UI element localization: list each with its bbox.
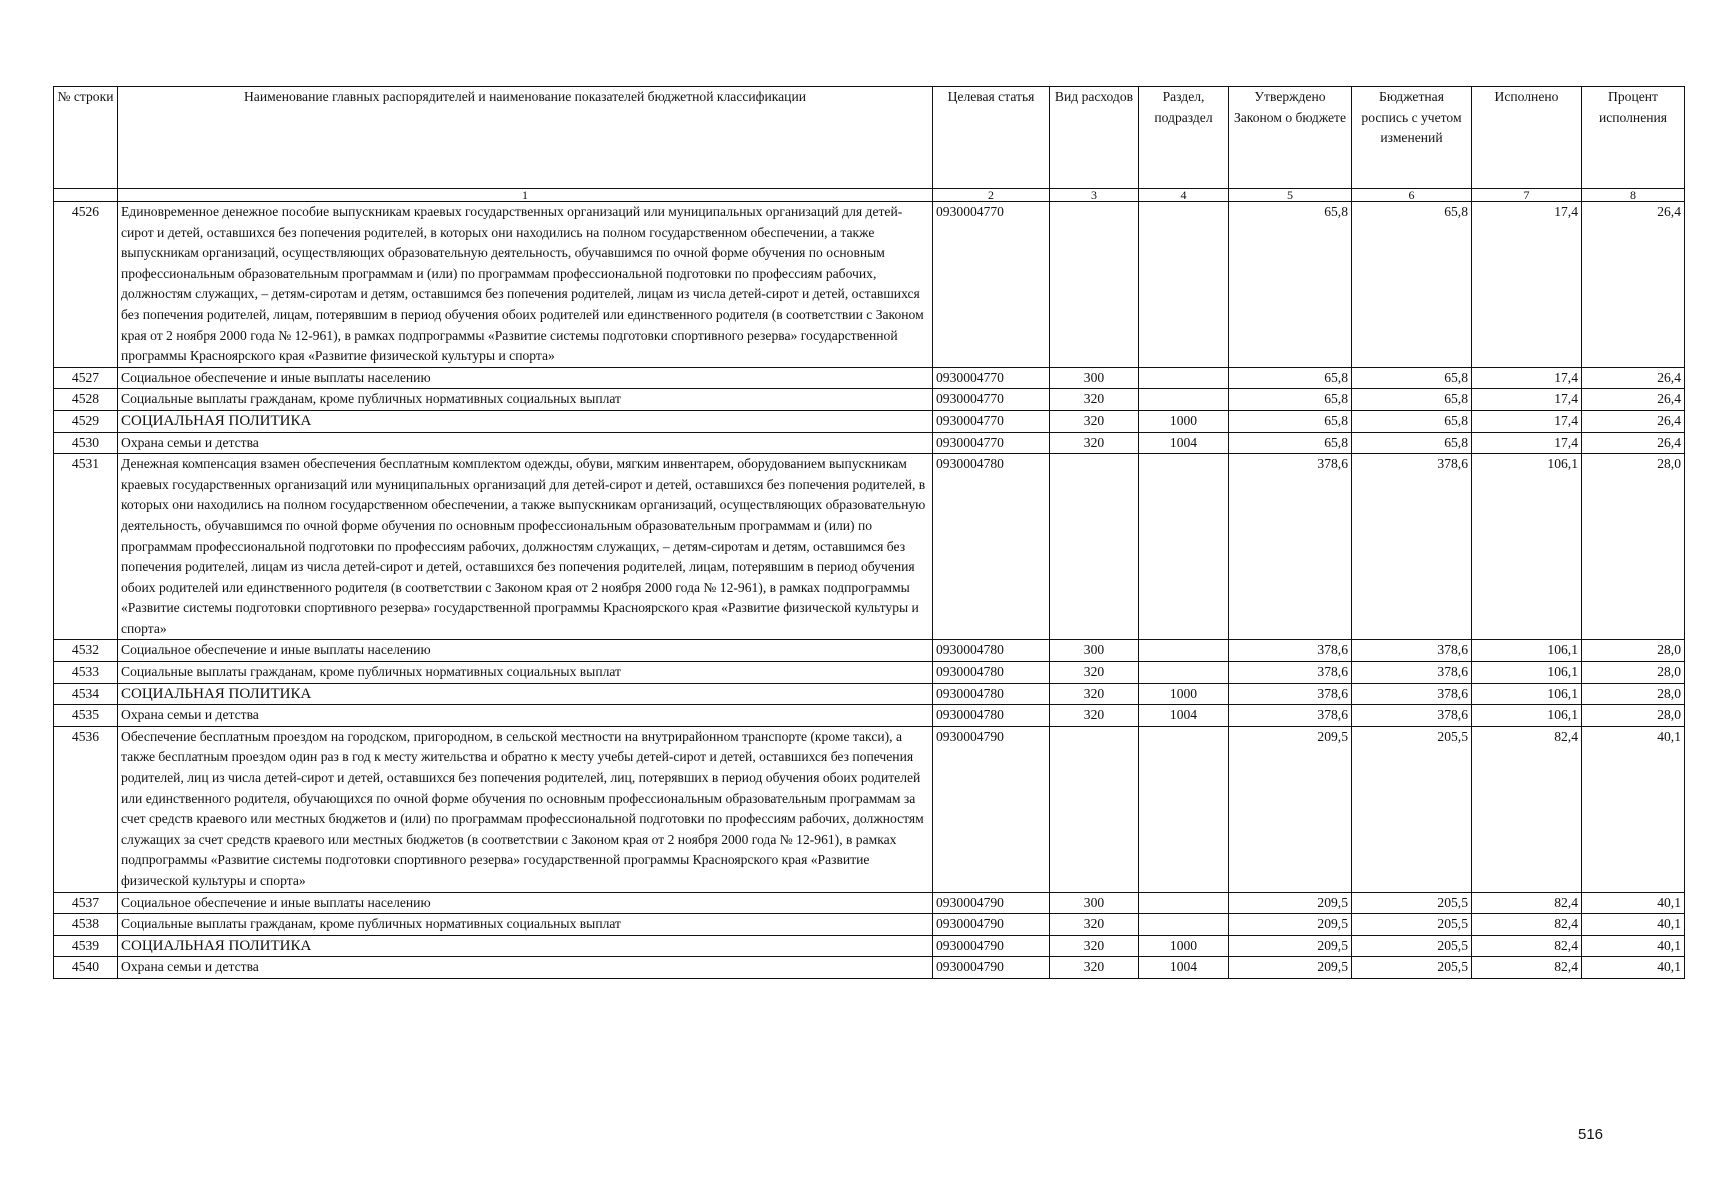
row-number-cell: 4537: [54, 892, 118, 914]
row-number-cell: 4526: [54, 202, 118, 368]
target-article-cell: 0930004770: [933, 410, 1050, 432]
executed-amount-cell: 106,1: [1472, 705, 1582, 727]
table-row: [54, 726, 1685, 892]
row-number-cell: 4535: [54, 705, 118, 727]
percent-cell: 26,4: [1582, 389, 1685, 411]
section-cell: [1139, 640, 1229, 662]
header-row-number: № строки: [54, 87, 118, 189]
schedule-amount-cell: 65,8: [1352, 410, 1472, 432]
expense-type-cell: 300: [1050, 367, 1139, 389]
table-row: [54, 914, 1685, 936]
row-name-cell: Единовременное денежное пособие выпускникам краевых государственных организаций или муниципальных организаций для детей-сирот и детей, оставшихся без попечения родителей, в которых они находились на полном государственном обеспечении, а также выпускникам организаций, осуществляющих образовательную деятельность, обучавшимся по очной форме обучения по основным профессиональным образовательным программам и (или) по программам профессиональной подготовки по профессиям рабочих, должностям служащих, – детям-сиротам и детям, оставшимся без попечения родителей, лицам из числа детей-сирот и детей, оставшихся без попечения родителей, лицам, потерявшим в период обучения обоих родителей или единственного родителя (в соответствии с Законом края от 2 ноября 2000 года № 12-961), в рамках подпрограммы «Развитие системы подготовки спортивного резерва» государственной программы Красноярского края «Развитие физической культуры и спорта»: [118, 202, 933, 368]
executed-amount-cell: 106,1: [1472, 640, 1582, 662]
table-row: [54, 705, 1685, 727]
row-number-cell: 4533: [54, 662, 118, 684]
percent-cell: 26,4: [1582, 367, 1685, 389]
percent-cell: 28,0: [1582, 705, 1685, 727]
executed-amount-cell: 82,4: [1472, 914, 1582, 936]
percent-cell: 28,0: [1582, 640, 1685, 662]
executed-amount-cell: 82,4: [1472, 957, 1582, 979]
expense-type-cell: 320: [1050, 410, 1139, 432]
executed-amount-cell: 106,1: [1472, 662, 1582, 684]
row-name-cell: Социальные выплаты гражданам, кроме публичных нормативных социальных выплат: [118, 914, 933, 936]
expense-type-cell: [1050, 454, 1139, 640]
table-body: [54, 202, 1685, 979]
row-name-cell: Социальное обеспечение и иные выплаты населению: [118, 367, 933, 389]
row-number-cell: 4534: [54, 683, 118, 705]
page-number: 516: [1578, 1126, 1604, 1143]
table-row: [54, 389, 1685, 411]
schedule-amount-cell: 205,5: [1352, 957, 1472, 979]
executed-amount-cell: 17,4: [1472, 389, 1582, 411]
approved-amount-cell: 209,5: [1229, 892, 1352, 914]
section-cell: 1004: [1139, 705, 1229, 727]
column-number: 2: [933, 189, 1050, 202]
approved-amount-cell: 65,8: [1229, 202, 1352, 368]
row-number-cell: 4528: [54, 389, 118, 411]
schedule-amount-cell: 65,8: [1352, 367, 1472, 389]
header-target-article: Целевая статья: [933, 87, 1050, 189]
target-article-cell: 0930004790: [933, 914, 1050, 936]
expense-type-cell: [1050, 726, 1139, 892]
row-name-cell: Охрана семьи и детства: [118, 432, 933, 454]
header-row: [54, 87, 1685, 189]
expense-type-cell: 300: [1050, 640, 1139, 662]
target-article-cell: 0930004780: [933, 705, 1050, 727]
executed-amount-cell: 82,4: [1472, 935, 1582, 957]
approved-amount-cell: 65,8: [1229, 389, 1352, 411]
row-name-cell: Охрана семьи и детства: [118, 957, 933, 979]
expense-type-cell: 320: [1050, 389, 1139, 411]
header-percent: Процент исполнения: [1582, 87, 1685, 189]
section-cell: [1139, 662, 1229, 684]
executed-amount-cell: 17,4: [1472, 202, 1582, 368]
approved-amount-cell: 378,6: [1229, 705, 1352, 727]
row-number-cell: 4527: [54, 367, 118, 389]
header-executed: Исполнено: [1472, 87, 1582, 189]
schedule-amount-cell: 65,8: [1352, 389, 1472, 411]
row-name-cell: Социальные выплаты гражданам, кроме публичных нормативных социальных выплат: [118, 389, 933, 411]
section-cell: 1000: [1139, 683, 1229, 705]
expense-type-cell: 320: [1050, 432, 1139, 454]
executed-amount-cell: 82,4: [1472, 892, 1582, 914]
expense-type-cell: [1050, 202, 1139, 368]
header-name: Наименование главных распорядителей и наименование показателей бюджетной классификации: [118, 87, 933, 189]
schedule-amount-cell: 378,6: [1352, 683, 1472, 705]
row-number-cell: 4531: [54, 454, 118, 640]
row-name-cell: Охрана семьи и детства: [118, 705, 933, 727]
row-number-cell: 4529: [54, 410, 118, 432]
header-section: Раздел, подраздел: [1139, 87, 1229, 189]
target-article-cell: 0930004790: [933, 892, 1050, 914]
percent-cell: 26,4: [1582, 432, 1685, 454]
percent-cell: 26,4: [1582, 410, 1685, 432]
approved-amount-cell: 65,8: [1229, 432, 1352, 454]
row-number-cell: 4530: [54, 432, 118, 454]
target-article-cell: 0930004790: [933, 935, 1050, 957]
executed-amount-cell: 106,1: [1472, 454, 1582, 640]
target-article-cell: 0930004790: [933, 726, 1050, 892]
section-cell: [1139, 914, 1229, 936]
section-cell: 1000: [1139, 410, 1229, 432]
percent-cell: 28,0: [1582, 683, 1685, 705]
percent-cell: 40,1: [1582, 957, 1685, 979]
table-row: [54, 454, 1685, 640]
approved-amount-cell: 209,5: [1229, 935, 1352, 957]
schedule-amount-cell: 65,8: [1352, 202, 1472, 368]
target-article-cell: 0930004770: [933, 432, 1050, 454]
schedule-amount-cell: 378,6: [1352, 662, 1472, 684]
executed-amount-cell: 17,4: [1472, 410, 1582, 432]
schedule-amount-cell: 378,6: [1352, 640, 1472, 662]
row-name-cell: Социальное обеспечение и иные выплаты населению: [118, 892, 933, 914]
percent-cell: 40,1: [1582, 892, 1685, 914]
table-row: [54, 957, 1685, 979]
table-row: [54, 683, 1685, 705]
approved-amount-cell: 209,5: [1229, 957, 1352, 979]
expense-type-cell: 320: [1050, 914, 1139, 936]
column-number-row: [54, 189, 1685, 202]
target-article-cell: 0930004770: [933, 367, 1050, 389]
expense-type-cell: 320: [1050, 683, 1139, 705]
target-article-cell: 0930004770: [933, 389, 1050, 411]
table-row: [54, 662, 1685, 684]
column-number: 8: [1582, 189, 1685, 202]
section-cell: 1004: [1139, 432, 1229, 454]
schedule-amount-cell: 205,5: [1352, 892, 1472, 914]
approved-amount-cell: 209,5: [1229, 726, 1352, 892]
row-name-cell: Обеспечение бесплатным проездом на городском, пригородном, в сельской местности на внутрирайонном транспорте (кроме такси), а также бесплатным проездом один раз в год к месту жительства и обратно к месту учебы детей-сирот и детей, оставшихся без попечения родителей, лиц из числа детей-сирот и детей, оставшихся без попечения родителей, лиц, потерявших в период обучения обоих родителей или единственного родителя, обучающихся по очной форме обучения по основным профессиональным образовательным программам за счет средств краевого или местных бюджетов и (или) по программам профессиональной подготовки по профессиям рабочих, должностям служащих за счет средств краевого или местных бюджетов (в соответствии с Законом края от 2 ноября 2000 года № 12-961), в рамках подпрограммы «Развитие системы подготовки спортивного резерва» государственной программы Красноярского края «Развитие физической культуры и спорта»: [118, 726, 933, 892]
column-number: 3: [1050, 189, 1139, 202]
executed-amount-cell: 17,4: [1472, 432, 1582, 454]
table-row: [54, 935, 1685, 957]
column-number: 4: [1139, 189, 1229, 202]
percent-cell: 28,0: [1582, 454, 1685, 640]
header-approved: Утверждено Законом о бюджете: [1229, 87, 1352, 189]
row-number-cell: 4538: [54, 914, 118, 936]
row-number-cell: 4539: [54, 935, 118, 957]
schedule-amount-cell: 378,6: [1352, 705, 1472, 727]
approved-amount-cell: 378,6: [1229, 640, 1352, 662]
target-article-cell: 0930004790: [933, 957, 1050, 979]
header-expense-type: Вид расходов: [1050, 87, 1139, 189]
target-article-cell: 0930004770: [933, 202, 1050, 368]
row-name-cell: СОЦИАЛЬНАЯ ПОЛИТИКА: [118, 935, 933, 957]
schedule-amount-cell: 378,6: [1352, 454, 1472, 640]
schedule-amount-cell: 205,5: [1352, 935, 1472, 957]
column-number: 6: [1352, 189, 1472, 202]
budget-execution-table: [53, 86, 1685, 979]
row-name-cell: СОЦИАЛЬНАЯ ПОЛИТИКА: [118, 683, 933, 705]
column-number: 1: [118, 189, 933, 202]
column-number: 5: [1229, 189, 1352, 202]
row-name-cell: Социальные выплаты гражданам, кроме публичных нормативных социальных выплат: [118, 662, 933, 684]
approved-amount-cell: 209,5: [1229, 914, 1352, 936]
expense-type-cell: 320: [1050, 705, 1139, 727]
row-name-cell: СОЦИАЛЬНАЯ ПОЛИТИКА: [118, 410, 933, 432]
table-row: [54, 202, 1685, 368]
section-cell: [1139, 389, 1229, 411]
percent-cell: 26,4: [1582, 202, 1685, 368]
table-row: [54, 367, 1685, 389]
section-cell: 1000: [1139, 935, 1229, 957]
approved-amount-cell: 378,6: [1229, 683, 1352, 705]
expense-type-cell: 320: [1050, 935, 1139, 957]
section-cell: [1139, 367, 1229, 389]
approved-amount-cell: 65,8: [1229, 367, 1352, 389]
section-cell: [1139, 202, 1229, 368]
section-cell: [1139, 454, 1229, 640]
target-article-cell: 0930004780: [933, 454, 1050, 640]
percent-cell: 40,1: [1582, 726, 1685, 892]
executed-amount-cell: 106,1: [1472, 683, 1582, 705]
approved-amount-cell: 378,6: [1229, 662, 1352, 684]
expense-type-cell: 320: [1050, 662, 1139, 684]
section-cell: 1004: [1139, 957, 1229, 979]
executed-amount-cell: 17,4: [1472, 367, 1582, 389]
approved-amount-cell: 65,8: [1229, 410, 1352, 432]
table-row: [54, 410, 1685, 432]
approved-amount-cell: 378,6: [1229, 454, 1352, 640]
row-number-cell: 4536: [54, 726, 118, 892]
row-number-cell: 4532: [54, 640, 118, 662]
schedule-amount-cell: 65,8: [1352, 432, 1472, 454]
percent-cell: 40,1: [1582, 935, 1685, 957]
table-row: [54, 892, 1685, 914]
target-article-cell: 0930004780: [933, 662, 1050, 684]
target-article-cell: 0930004780: [933, 640, 1050, 662]
percent-cell: 28,0: [1582, 662, 1685, 684]
percent-cell: 40,1: [1582, 914, 1685, 936]
column-number: 7: [1472, 189, 1582, 202]
column-number-blank: [54, 189, 118, 202]
schedule-amount-cell: 205,5: [1352, 726, 1472, 892]
header-budget-schedule: Бюджетная роспись с учетом изменений: [1352, 87, 1472, 189]
row-name-cell: Социальное обеспечение и иные выплаты населению: [118, 640, 933, 662]
expense-type-cell: 320: [1050, 957, 1139, 979]
expense-type-cell: 300: [1050, 892, 1139, 914]
table-row: [54, 640, 1685, 662]
target-article-cell: 0930004780: [933, 683, 1050, 705]
schedule-amount-cell: 205,5: [1352, 914, 1472, 936]
section-cell: [1139, 892, 1229, 914]
executed-amount-cell: 82,4: [1472, 726, 1582, 892]
row-name-cell: Денежная компенсация взамен обеспечения бесплатным комплектом одежды, обуви, мягким инвентарем, оборудованием выпускникам краевых государственных организаций или муниципальных организаций для детей-сирот и детей, оставшихся без попечения родителей, в которых они находились на полном государственном обеспечении, а также выпускникам организаций, осуществляющих образовательную деятельность, обучавшимся по очной форме обучения по основным профессиональным образовательным программам и (или) по программам профессиональной подготовки по профессиям рабочих, должностям служащих, – детям-сиротам и детям, оставшимся без попечения родителей, лицам из числа детей-сирот и детей, оставшихся без попечения родителей, лицам, потерявшим в период обучения обоих родителей или единственного родителя (в соответствии с Законом края от 2 ноября 2000 года № 12-961), в рамках подпрограммы «Развитие системы подготовки спортивного резерва» государственной программы Красноярского края «Развитие физической культуры и спорта»: [118, 454, 933, 640]
section-cell: [1139, 726, 1229, 892]
table-row: [54, 432, 1685, 454]
row-number-cell: 4540: [54, 957, 118, 979]
